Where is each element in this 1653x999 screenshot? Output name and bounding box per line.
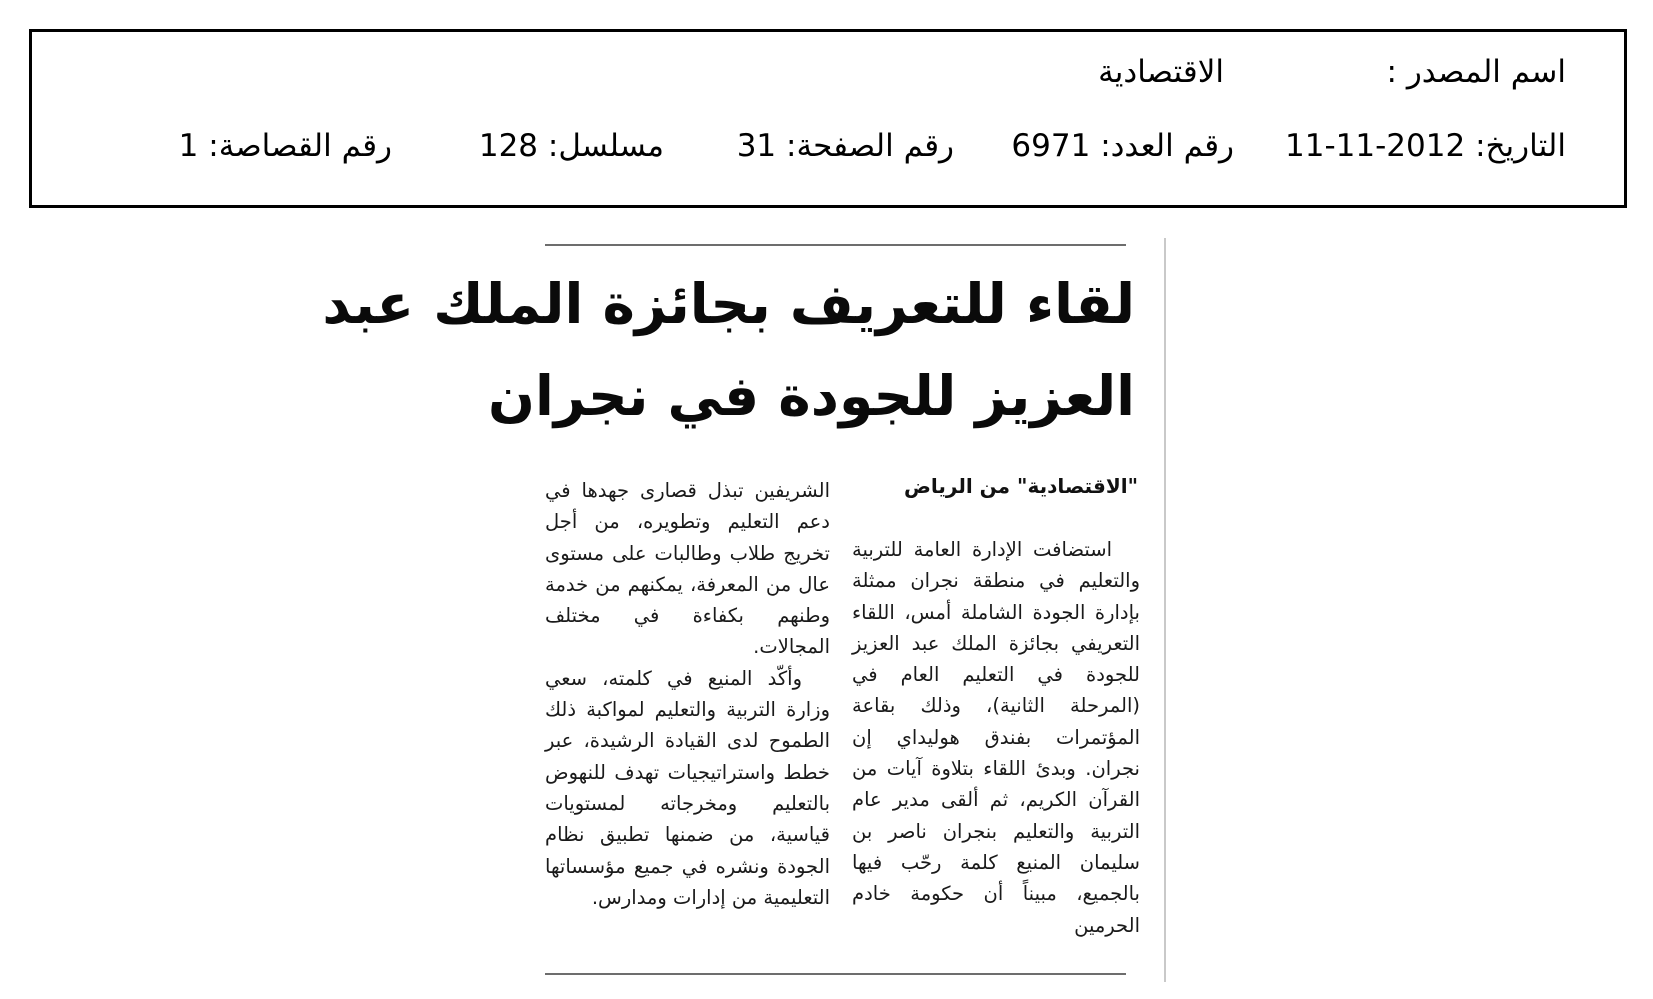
source-value: الاقتصادية: [1098, 54, 1224, 90]
headline-line-1: لقاء للتعريف بجائزة الملك عبد: [322, 272, 1135, 336]
issue-value: 6971: [1011, 128, 1091, 164]
clipping-info-box: [29, 29, 1627, 208]
paragraph: استضافت الإدارة العامة للتربية والتعليم في منطقة نجران ممثلة بإدارة الجودة الشاملة أمس، اللقاء التعريفي بجائزة الملك عبد العزيز للجودة في التعليم العام في (المرحلة الثانية)، وذلك بقاعة المؤتمرات بفندق هوليداي إن نجران. وبدئ اللقاء بتلاوة آيات من القرآن الكريم، ثم ألقى مدير عام التربية والتعليم بنجران ناصر بن سليمان المنيع كلمة رحّب فيها بالجميع، مبيناً أن حكومة خادم الحرمين: [852, 538, 1140, 937]
paragraph: الشريفين تبذل قصارى جهدها في دعم التعليم وتطويره، من أجل تخريج طلاب وطالبات على مستوى عال من المعرفة، يمكنهم من خدمة وطنهم بكفاءة في مختلف المجالات.: [545, 479, 830, 659]
page-field: [737, 128, 954, 164]
source-label: اسم المصدر :: [1386, 54, 1566, 90]
article-side-rule: [1164, 238, 1166, 982]
serial-label: مسلسل:: [547, 128, 664, 164]
headline-line-2: العزيز للجودة في نجران: [488, 364, 1135, 428]
clip-field: [179, 128, 392, 164]
issue-label: رقم العدد:: [1100, 128, 1234, 164]
article-column-right: [852, 534, 1140, 964]
page-label: رقم الصفحة:: [786, 128, 954, 164]
clip-value: 1: [178, 128, 199, 164]
paragraph: وأكّد المنيع في كلمته، سعي وزارة التربية والتعليم لمواكبة ذلك الطموح لدى القيادة الرشيدة، عبر خطط واستراتيجيات تهدف للنهوض بالتعليم ومخرجاته لمستويات قياسية، من ضمنها تطبيق نظام الجودة ونشره في جميع مؤسساتها التعليمية من إدارات ومدارس.: [545, 666, 830, 909]
date-label: التاريخ:: [1475, 128, 1566, 164]
date-value: 11-11-2012: [1285, 128, 1466, 164]
article-top-rule: [545, 244, 1126, 246]
article-bottom-rule: [545, 973, 1126, 975]
page-value: 31: [736, 128, 777, 164]
clip-label: رقم القصاصة:: [208, 128, 392, 164]
article-byline: "الاقتصادية" من الرياض: [903, 474, 1138, 498]
serial-field: [479, 128, 664, 164]
article-column-left: [545, 475, 830, 965]
date-field: [1285, 128, 1566, 164]
article-headline: [322, 258, 1135, 442]
serial-value: 128: [478, 128, 539, 164]
issue-field: [1011, 128, 1234, 164]
